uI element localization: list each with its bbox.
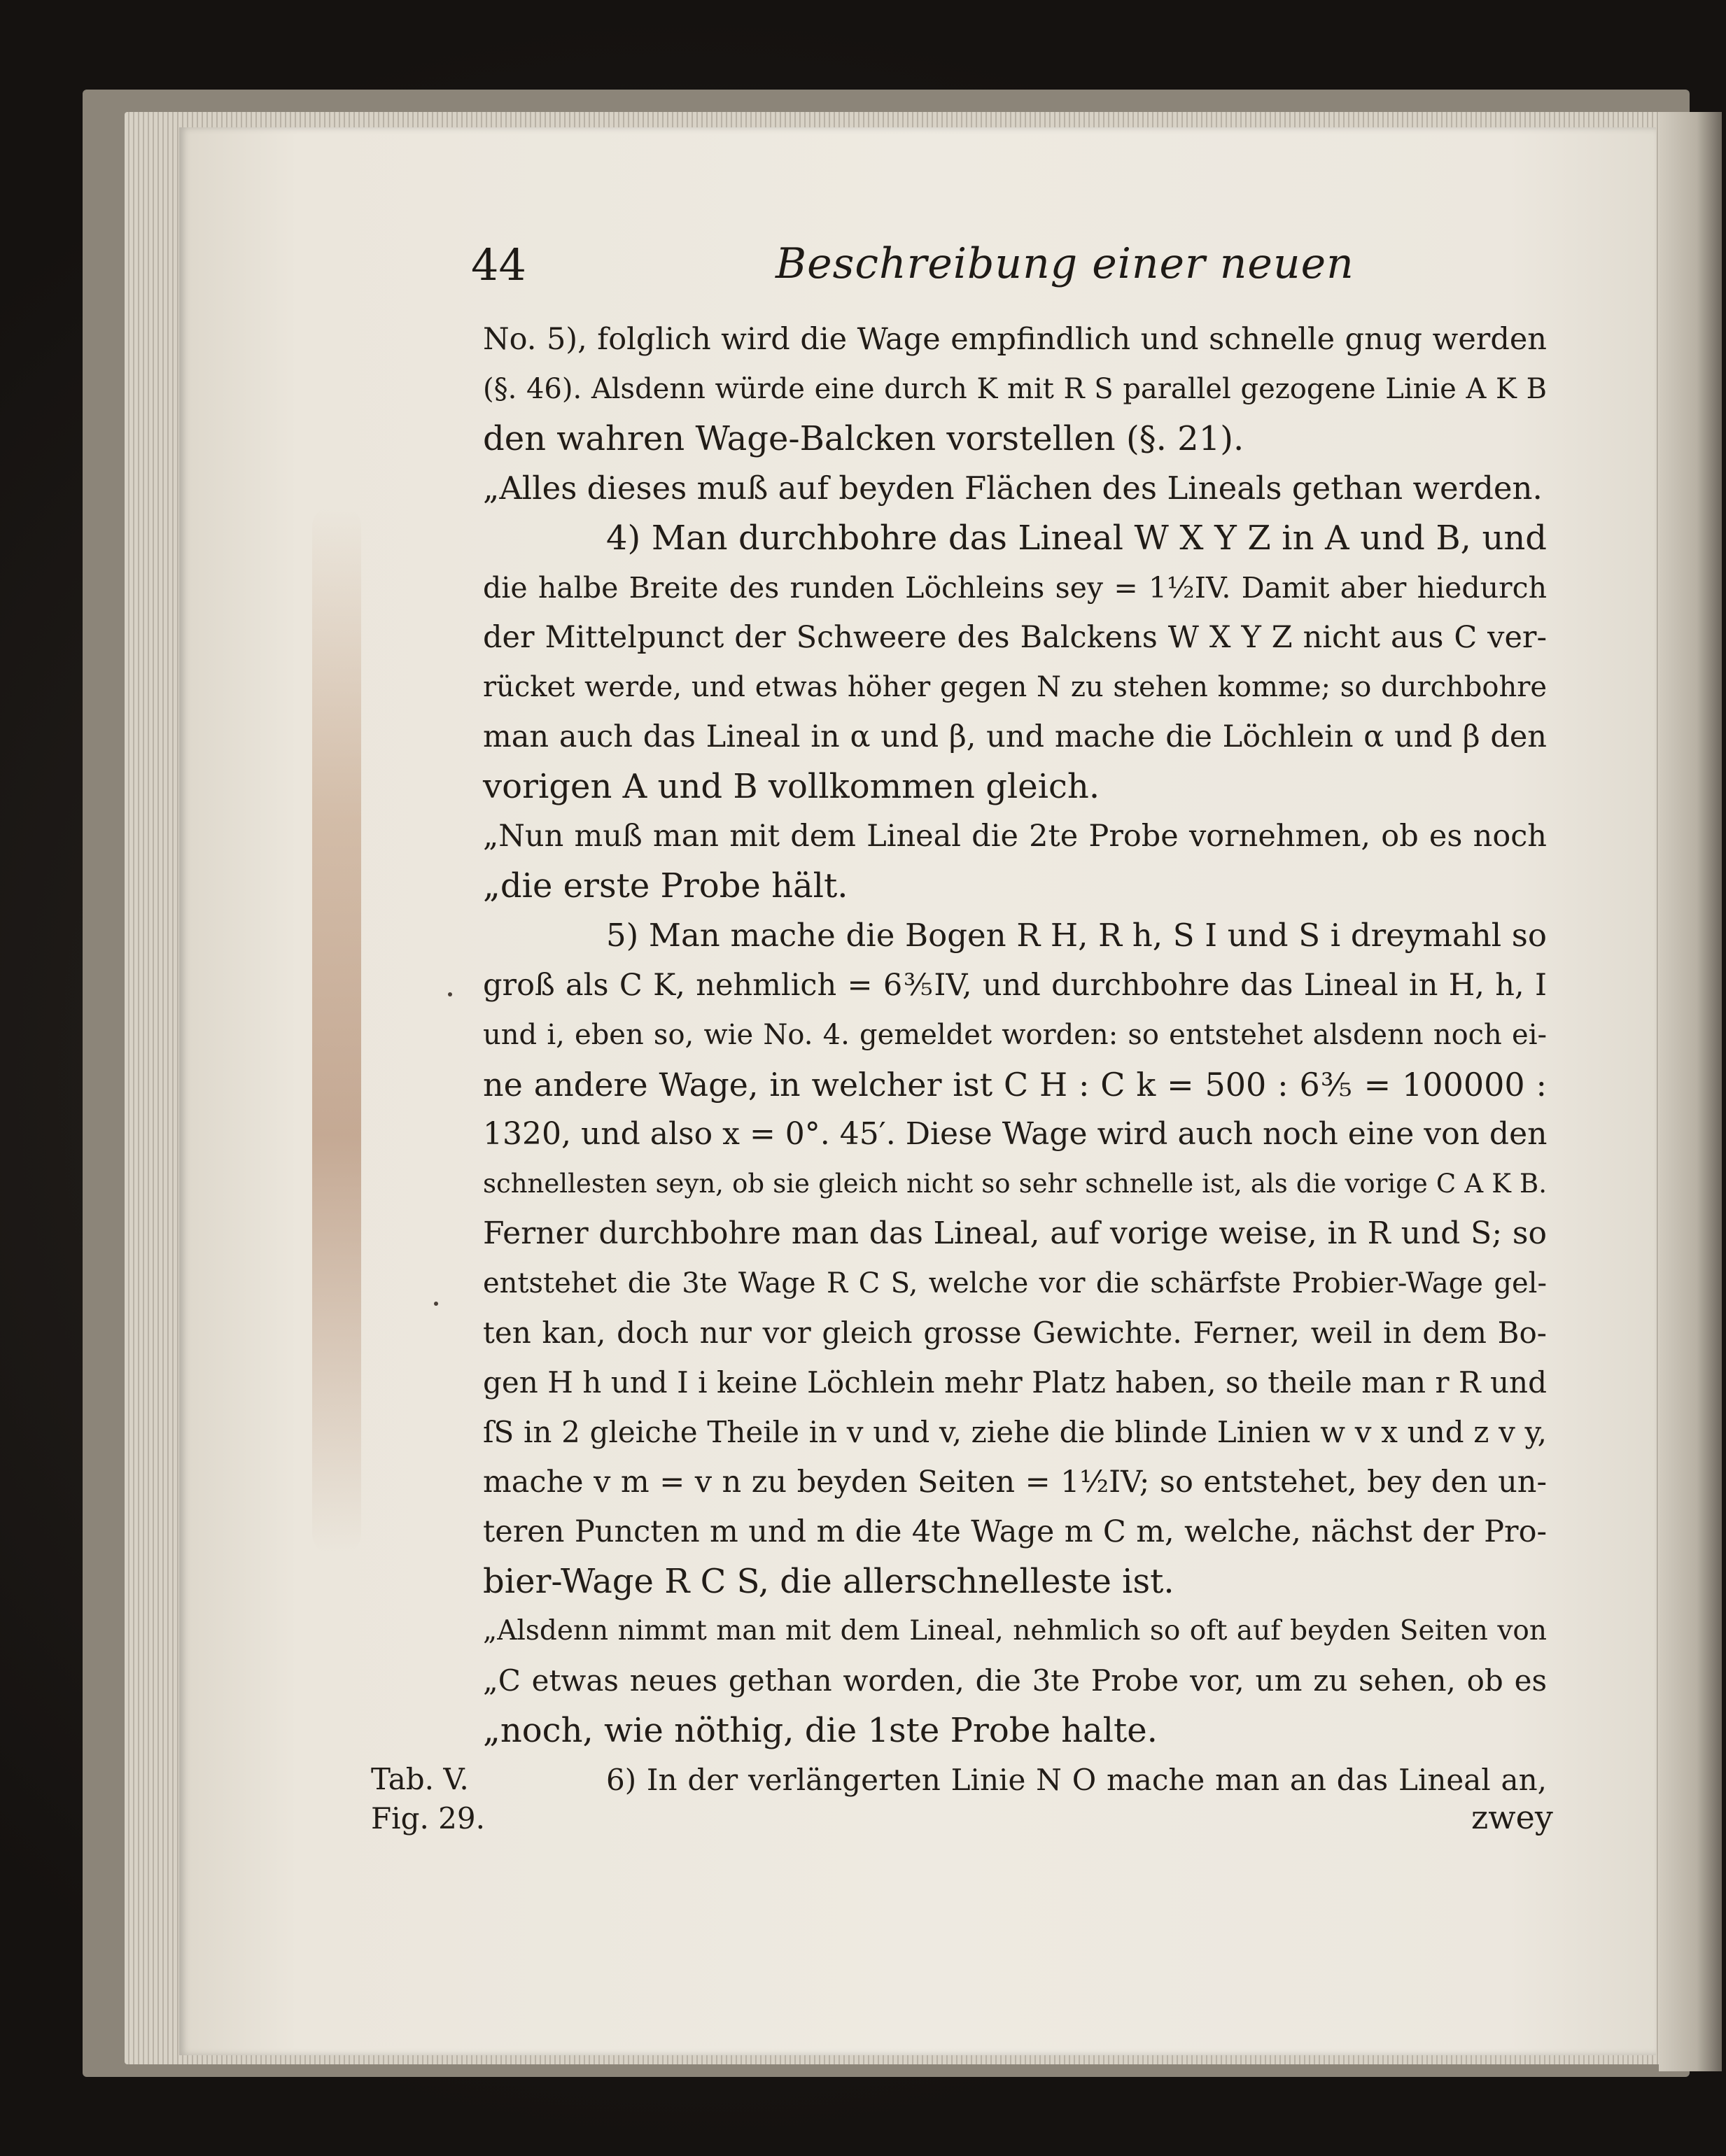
text-line: 6) In der verlängerten Linie N O mache man an das Lineal an, [606,1763,1547,1797]
text-line: man auch das Lineal in α und β, und mache die Löchlein α und β den [483,719,1547,754]
text-line: schnellesten seyn, ob sie gleich nicht so sehr schnelle ist, als die vorige C A K B. [483,1169,1547,1199]
text-line: (§. 46). Alsdenn würde eine durch K mit R S parallel gezogene Linie A K B [483,373,1547,405]
margin-note-table: Tab. V. [371,1762,469,1796]
text-line: den wahren Wage-Balcken vorstellen (§. 21). [483,419,1244,458]
text-line: die halbe Breite des runden Löchleins sey = 1½IV. Damit aber hiedurch [483,571,1547,605]
text-line: Ferner durchbohre man das Lineal, auf vorige weise, in R und S; so [483,1216,1547,1251]
text-line: 5) Man mache die Bogen R H, R h, S I und S i dreymahl so [606,917,1547,954]
text-line: 1320, und also x = 0°. 45′. Diese Wage wird auch noch eine von den [483,1116,1548,1152]
ink-speck [448,992,452,996]
text-line: „Alles dieses muß auf beyden Flächen des Lineals gethan werden. [483,470,1543,507]
text-line: „C etwas neues gethan worden, die 3te Probe vor, um zu sehen, ob es [483,1663,1547,1698]
facing-page-edge [1659,112,1722,2071]
text-line: 4) Man durchbohre das Lineal W X Y Z in A und B, und [606,519,1547,558]
text-line: „noch, wie nöthig, die 1ste Probe halte. [483,1711,1158,1750]
text-line: entstehet die 3te Wage R C S, welche vor die schärfste Probier-Wage gel- [483,1267,1547,1299]
text-line: „Nun muß man mit dem Lineal die 2te Probe vornehmen, ob es noch [483,819,1547,854]
page-stain [312,505,361,1555]
running-title: Beschreibung einer neuen [776,239,1354,288]
margin-note-figure: Fig. 29. [371,1801,485,1836]
text-line: „Alsdenn nimmt man mit dem Lineal, nehmlich so oft auf beyden Seiten von [483,1615,1547,1647]
text-line: der Mittelpunct der Schweere des Balckens W X Y Z nicht aus C ver- [483,620,1547,655]
text-line: gen H h und I i keine Löchlein mehr Platz haben, so theile man r R und [483,1365,1547,1400]
text-line: ten kan, doch nur vor gleich grosse Gewichte. Ferner, weil in dem Bo- [483,1316,1547,1350]
text-line: groß als C K, nehmlich = 6⅗IV, und durchbohre das Lineal in H, h, I [483,968,1547,1003]
text-line: ne andere Wage, in welcher ist C H : C k = 500 : 6⅗ = 100000 : [483,1066,1547,1104]
text-line: No. 5), folglich wird die Wage empfindlich und schnelle gnug werden [483,322,1547,357]
ink-speck [434,1302,438,1306]
text-line: rücket werde, und etwas höher gegen N zu stehen komme; so durchbohre [483,671,1547,703]
text-line: und i, eben so, wie No. 4. gemeldet worden: so entstehet alsdenn noch ei- [483,1019,1547,1051]
page-number: 44 [471,239,526,290]
text-line: „die erste Probe hält. [483,866,848,906]
text-line: bier-Wage R C S, die allerschnelleste ist. [483,1562,1174,1601]
text-line: ſS in 2 gleiche Theile in v und v, ziehe die blinde Linien w v x und z v y, [483,1415,1547,1449]
catchword: zwey [1471,1798,1553,1836]
text-line: vorigen A und B vollkommen gleich. [483,767,1100,806]
text-line: mache v m = v n zu beyden Seiten = 1½IV; so entstehet, bey den un- [483,1465,1547,1500]
text-line: teren Puncten m und m die 4te Wage m C m, welche, nächst der Pro- [483,1514,1547,1549]
